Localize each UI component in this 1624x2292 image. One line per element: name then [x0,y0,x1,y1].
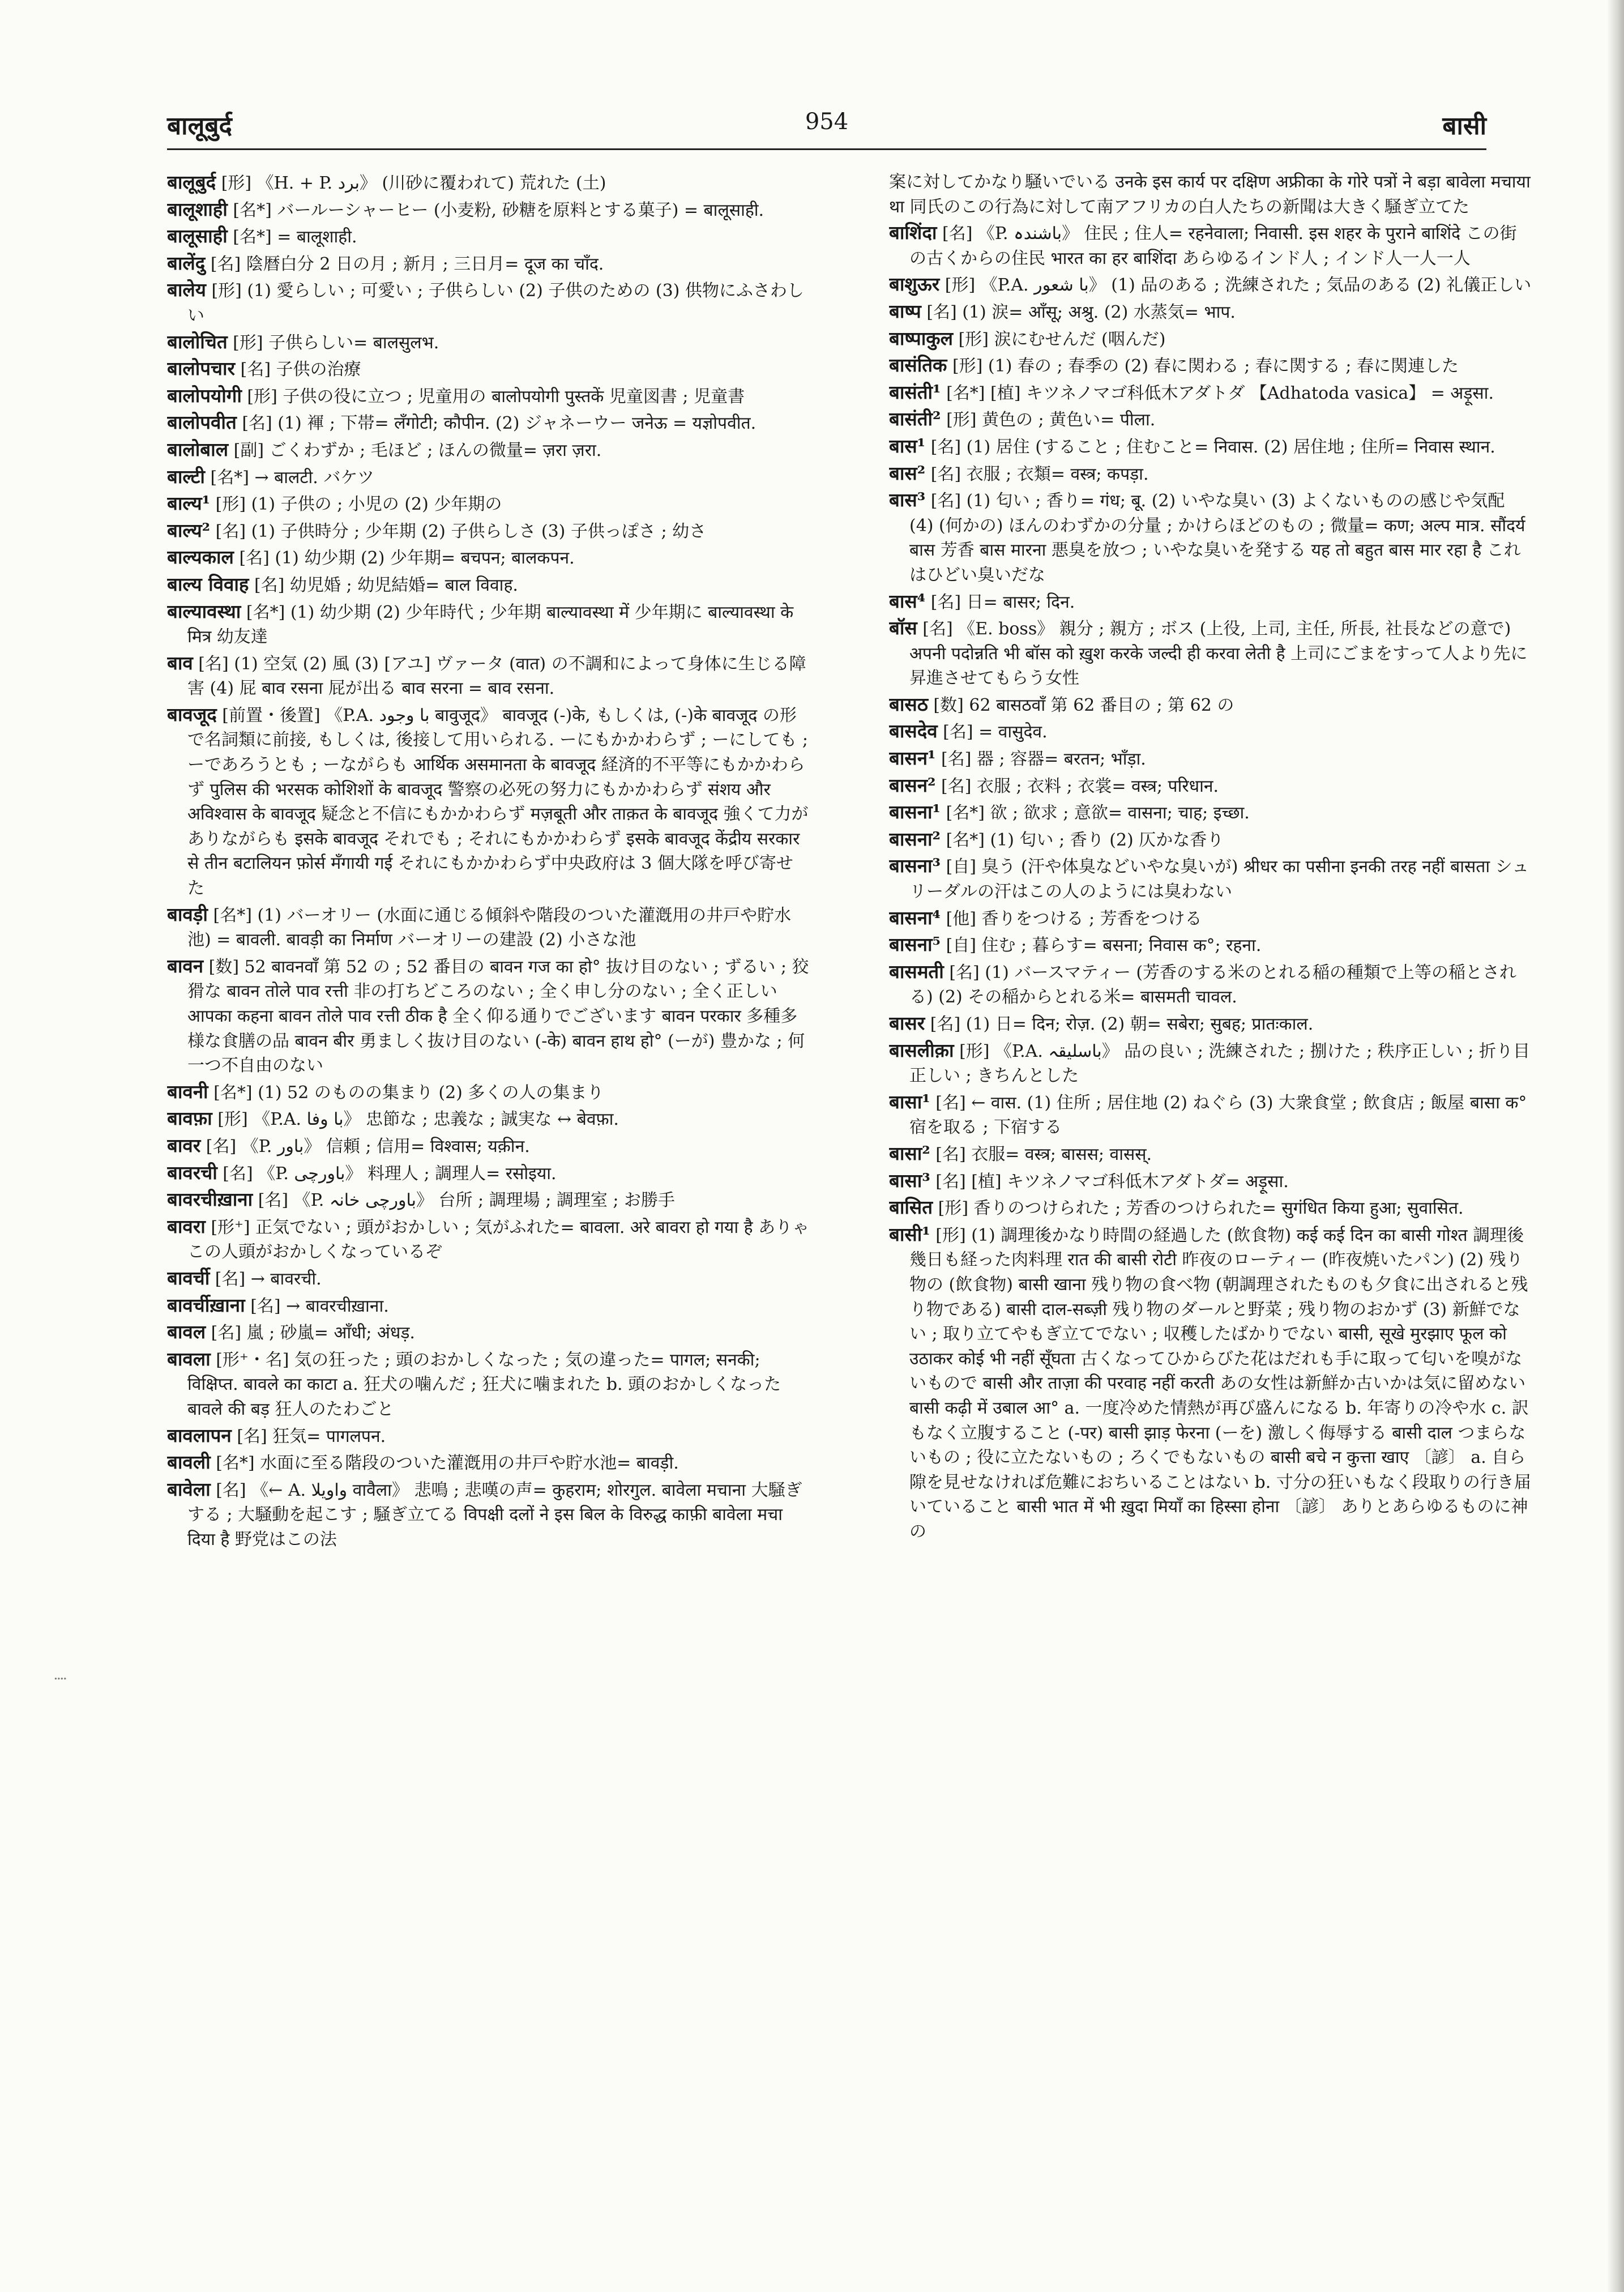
entry-headword: बावरा [167,1215,206,1237]
entry-definition: [名] 衣服= वस्त्र; बासस; वासस्. [935,1144,1152,1164]
dictionary-entry [889,170,1532,219]
entry-definition: [名] = वासुदेव. [943,722,1048,742]
dictionary-entry [889,616,1532,691]
dictionary-entry [167,437,810,463]
entry-definition: [名] 《← A. واویلا वावैला》 悲鳴 ; 悲嘆の声= कुहराम; शोरगुल. बावेला मचाना 大騒ぎする ; 大騒動を起こす ; 騒ぎ立てる विपक्षी दलों ने इस बिल के विरुद्ध काफ़ी बावेला मचा दिया है 野党はこの法 [187,1480,802,1550]
dictionary-entry [167,1423,810,1449]
dictionary-entry [167,224,810,250]
dictionary-entry [167,1187,810,1213]
dictionary-entry [167,410,810,436]
entry-definition: [形] (1) 愛らしい ; 可愛い ; 子供らしい (2) 子供のための (3) 供物にふさわしい [187,281,804,326]
entry-headword: बासन¹ [889,747,936,770]
dictionary-entry [889,1090,1532,1140]
entry-definition: [形] (1) 春の ; 春季の (2) 春に関わる ; 春に関する ; 春に関連した [952,356,1459,377]
page-number: 954 [805,109,849,135]
entry-headword: बालोपयोगी [167,384,242,407]
dictionary-entry [889,827,1532,853]
entry-definition: [名] (1) 日= दिन; रोज़. (2) 朝= सबेरा; सुबह; प्रातःकाल. [930,1014,1314,1034]
running-head-first-word: बालूबुर्द [167,112,232,140]
entry-definition: [名] (1) バースマティー (芳香のする米のとれる稲の種類で上等の稲とされる) (2) その稲からとれる米= बासमती चावल. [909,962,1517,1008]
entry-definition: [形⁺・名] 気の狂った ; 頭のおかしくなった ; 気の違った= पागल; सनकी; विक्षिप्त. बावले का काटा a. 狂犬の噛んだ ; 狂犬に噛まれた b. 頭のおかしくなった बावले की बड़ 狂人のたわごと [187,1350,781,1419]
entry-headword: बास² [889,462,926,484]
entry-headword: बासंती² [889,408,941,430]
entry-headword: बावफ़ा [167,1107,212,1130]
entry-headword: बाल्य¹ [167,492,211,515]
dictionary-column-right [889,170,1532,2243]
entry-headword: बासित [889,1196,933,1219]
entry-headword: बाष्पाकुल [889,327,954,349]
dictionary-entry [167,356,810,382]
entry-definition: [形] 香りのつけられた ; 芳香のつけられた= सुगंधित किया हुआ; सुवासित. [938,1198,1464,1219]
entry-headword: बासना⁵ [889,933,941,956]
dictionary-entry [167,1320,810,1346]
entry-definition: [名] 衣服 ; 衣料 ; 衣裳= वस्त्र; परिधान. [941,776,1219,796]
entry-headword: बाल्टी [167,465,205,488]
page-header [167,103,1486,150]
entry-definition: [名*] (1) 匂い ; 香り (2) 仄かな香り [946,830,1224,850]
entry-headword: बासी¹ [889,1223,930,1245]
entry-headword: बासमती [889,960,944,983]
dictionary-entry [889,906,1532,932]
dictionary-entry [167,1106,810,1132]
entry-headword: बास³ [889,489,926,511]
entry-headword: बाष्प [889,300,921,322]
entry-definition: [名] 《P. باورچی خانہ》 台所 ; 調理場 ; 調理室 ; お勝手 [258,1190,676,1211]
entry-definition: [名] 《P. باورچی》 料理人 ; 調理人= रसोइया. [223,1163,557,1184]
entry-definition: [名*] 水面に至る階段のついた灌漑用の井戸や貯水池= बावड़ी. [216,1453,679,1474]
dictionary-entry [889,1141,1532,1167]
dictionary-entry [167,1133,810,1159]
dictionary-entry [167,651,810,701]
entry-headword: बासा¹ [889,1090,930,1113]
entry-definition: [名] (1) 幼少期 (2) 少年期= बचपन; बालकपन. [239,548,575,569]
dictionary-entry [167,491,810,517]
entry-headword: बावेला [167,1478,211,1500]
dictionary-entry [889,326,1532,352]
entry-definition: [名] ← वास. (1) 住所 ; 居住地 (2) ねぐら (3) 大衆食堂 ; 飲食店 ; 飯屋 बासा क° 宿を取る ; 下宿する [909,1092,1527,1138]
entry-headword: बालेंदु [167,251,206,274]
entry-definition: [名] (1) 褌 ; 下帯= लँगोटी; कौपीन. (2) ジャネーウー जनेऊ = यज्ञोपवीत. [242,413,757,434]
entry-definition: [名] 器 ; 容器= बरतन; भाँड़ा. [941,749,1146,770]
entry-definition: [数] 62 बासठवाँ 第 62 番目の ; 第 62 の [933,695,1234,715]
entry-definition: [名] 子供の治療 [240,360,361,380]
dictionary-entry [889,299,1532,325]
dictionary-entry [889,1222,1532,1544]
dictionary-entry [167,902,810,953]
entry-headword: बालोबाल [167,438,229,460]
entry-definition: [前置・後置] 《P.A. با وجود बावुजूद》 बावजूद (-)के, もしくは, (-)के बावजूद の形で名詞類に前接, もしくは, 後接して用いられる. ーにもかかわらず ; ーにしても ; ーであろうとも ; ーながらも आर्थिक असमानता के बावजूद 経済的不平等にもかかわらず पुलिस की भरसक कोशिशों के बावजूद 警察の必死の努力にもかかわらず संशय और अविश्वास के बावजूद 疑念と不信にもかかわらず मज़बूती और ताक़त के बावजूद 強くて力がありながらも इसके बावजूद それでも ; それにもかかわらず इसके बावजूद केंद्रीय सरकार से तीन बटालियन फ़ोर्स मँगायी गई それにもかかわらず中央政府は 3 個大隊を呼び寄せた [187,705,809,899]
entry-definition: [名] 陰暦白分 2 日の月 ; 新月 ; 三日月= दूज का चाँद. [210,254,604,274]
entry-definition: [名] (1) 涙= आँसू; अश्रु. (2) 水蒸気= भाप. [926,302,1236,322]
entry-headword: बावर [167,1134,201,1156]
entry-definition: [名*] [植] キツネノマゴ科低木アダトダ 【Adhatoda vasica】 = अड़ूसा. [946,383,1494,403]
entry-headword: बावर्ची [167,1266,210,1289]
entry-definition: [名*] = बालूशाही. [233,227,357,247]
entry-headword: बावल [167,1321,206,1343]
entry-definition: [形] 子供らしい= बालसुलभ. [233,332,439,353]
entry-headword: बालोपवीत [167,411,237,434]
dictionary-column-left [167,170,810,2243]
entry-definition: [形] (1) 子供の ; 小児の (2) 少年期の [215,494,502,515]
dictionary-entry [167,1293,810,1319]
entry-headword: बालेय [167,279,206,301]
dictionary-entry [889,353,1532,379]
entry-definition: 案に対してかなり騒いでいる उनके इस कार्य पर दक्षिण अफ्रीका के गोरे पत्रों ने बड़ा बावेला मचाया था 同氏のこの行為に対して南アフリカの白人たちの新聞は大きく騒ぎ立てた [889,172,1531,217]
dictionary-entry [167,197,810,223]
dictionary-entry [167,170,810,196]
dictionary-entry [167,383,810,409]
dictionary-entry [167,1450,810,1476]
entry-definition: [名] (1) 子供時分 ; 少年期 (2) 子供らしさ (3) 子供っぽさ ; 幼さ [215,521,707,541]
dictionary-entry [889,272,1532,298]
dictionary-entry [889,589,1532,615]
dictionary-entry [167,330,810,356]
entry-headword: बावलापन [167,1424,232,1446]
entry-definition: [名] (1) 匂い ; 香り= गंध; बू. (2) いやな臭い (3) よくないものの感じや気配 (4) (何かの) ほんのわずかの分量 ; かけらほどのもの ; 微量= कण; अल्प मात्र. सौंदर्य बास 芳香 बास मारना 悪臭を放つ ; いやな臭いを発する यह तो बहुत बास मार रहा है これはひどい臭いだな [909,491,1525,585]
entry-headword: बासंतिक [889,354,947,377]
entry-definition: [名*] (1) 52 のものの集まり (2) 多くの人の集まり [213,1082,604,1103]
dictionary-entry [889,434,1532,460]
entry-headword: बालूबुर्द [167,171,216,193]
entry-definition: [名] 衣服 ; 衣類= वस्त्र; कपड़ा. [930,464,1149,484]
dictionary-entry [889,220,1532,271]
entry-headword: बॉस [889,617,917,639]
dictionary-entry [889,461,1532,487]
entry-definition: [形] (1) 調理後かなり時間の経過した (飲食物) कई कई दिन का बासी गोश्त 調理後幾日も経った肉料理 रात की बासी रोटी 昨夜のローティー (昨夜焼いたパン) (2) 残り物の (飲食物) बासी खाना 残り物の食べ物 (朝調理されたものも夕食に出されると残り物である) बासी दाल-सब्ज़ी 残り物のダールと野菜 ; 残り物のおかず (3) 新鮮でない ; 取り立てやもぎ立てでない ; 収穫したばかりでない बासी, सूखे मुरझाए फूल को उठाकर कोई भी नहीं सूँघता 古くなってひからびた花はだれも手に取って匂いを嗅がないもので बासी और ताज़ा की परवाह नहीं करती あの女性は新鮮か古いかは気に留めない बासी कढ़ी में उबाल आ° a. 一度冷めた情熱が再び盛んになる b. 年寄りの冷や水 c. 訳もなく立腹すること (-पर) बासी झाड़ फेरना (ーを) 激しく侮辱する बासी दाल つまらないもの ; 役に立たないもの ; ろくでもないもの बासी बचे न कुत्ता खाए 〔諺〕 a. 自ら隙を見せなければ危難におちいることはない b. 寸分の狂いもなく段取りの行き届いていること बासी भात में भी ख़ुदा मियाँ का हिस्सा होना 〔諺〕 ありとあらゆるものに神の [909,1225,1531,1542]
entry-definition: [副] ごくわずか ; 毛ほど ; ほんの微量= ज़रा ज़रा. [233,440,602,460]
dictionary-entry [167,1477,810,1552]
entry-headword: बासलीक़ा [889,1039,954,1061]
entry-definition: [名] 《P. باور》 信頼 ; 信用= विश्वास; यक़ीन. [206,1136,530,1156]
entry-definition: [名] 《P. باشندہ》 住民 ; 住人= रहनेवाला; निवासी. इस शहर के पुराने बाशिंदे この街の古くからの住民 भारत का हर बाशिंदा あらゆるインド人 ; インド人一人一人 [909,224,1517,268]
entry-definition: [名] 嵐 ; 砂嵐= आँधी; अंधड़. [211,1323,415,1343]
entry-headword: बासना¹ [889,801,941,823]
entry-headword: बावली [167,1451,211,1474]
entry-definition: [名] 《E. boss》 親分 ; 親方 ; ボス (上役, 上司, 主任, 所長, 社長などの意で) अपनी पदोन्नति भी बॉस को ख़ुश करके जल्दी ही करवा लेती है 上司にごまをすって人より先に昇進させてもらう女性 [909,619,1528,689]
entry-headword: बाल्यकाल [167,546,234,569]
entry-headword: बासा³ [889,1169,930,1192]
dictionary-entry [889,1195,1532,1221]
entry-definition: [形] 涙にむせんだ (咽んだ) [958,329,1166,349]
entry-headword: बाल्य विवाह [167,573,249,595]
entry-definition: [形] 《H. + P. برد》 (川砂に覆われて) 荒れた (土) [221,173,606,193]
entry-definition: [形] 黄色の ; 黄色い= पीला. [946,410,1156,430]
entry-headword: बावड़ी [167,903,208,925]
dictionary-entry [889,380,1532,406]
entry-headword: बावर्चीख़ाना [167,1294,245,1316]
running-head-last-word: बासी [1442,112,1486,140]
entry-headword: बावला [167,1347,211,1370]
entry-headword: बावन [167,954,204,977]
dictionary-entry [889,853,1532,904]
entry-headword: बालूसाही [167,225,228,247]
entry-headword: बासना² [889,827,941,850]
entry-definition: [名] [植] キツネノマゴ科低木アダトダ= अड़ूसा. [935,1171,1289,1192]
entry-headword: बाव [167,651,193,674]
dictionary-entry [167,518,810,544]
entry-definition: [形] 《P.A. با وفا》 忠節な ; 忠義な ; 誠実な ↔ बेवफ़ा. [217,1109,619,1130]
entry-headword: बावरची [167,1161,217,1184]
entry-definition: [数] 52 बावनवाँ 第 52 の ; 52 番目の बावन गज का हो° 抜け目のない ; ずるい ; 狡猾な बावन तोले पाव रत्ती 非の打ちどころのない ; 全く申し分のない ; 全く正しい आपका कहना बावन तोले पाव रत्ती ठीक है 全く仰る通りでございます बावन परकार 多種多様な食膳の品 बावन बीर 勇ましく抜け目のない (-के) बावन हाथ हो° (ーが) 豊かな ; 何一つ不自由のない [187,957,809,1076]
dictionary-entry [889,1011,1532,1037]
entry-definition: [名] → बावरचीख़ाना. [250,1296,389,1316]
entry-headword: बालोचित [167,330,228,353]
entry-definition: [名] (1) 空気 (2) 風 (3) [アユ] ヴァータ (वात) の不調和によって身体に生じる障害 (4) 屁 बाव रसना 屁が出る बाव सरना = बाव रसना. [187,654,806,699]
entry-headword: बासदेव [889,720,938,742]
dictionary-entry [889,800,1532,826]
entry-headword: बासा² [889,1142,930,1164]
dictionary-entry [889,746,1532,772]
dictionary-entry [167,1347,810,1422]
dictionary-entry [167,1266,810,1292]
entry-definition: [他] 香りをつける ; 芳香をつける [946,908,1202,929]
entry-definition: [名*] (1) バーオリー (水面に通じる傾斜や階段のついた灌漑用の井戸や貯水池) = बावली. बावड़ी का निर्माण バーオリーの建設 (2) 小さな池 [187,905,792,950]
entry-definition: [自] 臭う (汗や体臭などいやな臭いが) श्रीधर का पसीना इनकी तरह नहीं बासता シュリーダルの汗はこの人のようには臭わない [909,857,1529,902]
dictionary-entry [167,954,810,1078]
dictionary-entry [889,1168,1532,1194]
entry-definition: [名*] → बालटी. バケツ [210,467,375,488]
dictionary-entry [167,599,810,650]
dictionary-entry [889,1038,1532,1089]
entry-definition: [形⁺] 正気でない ; 頭がおかしい ; 気がふれた= बावला. अरे बावरा हो गया है ありゃこの人頭がおかしくなっているぞ [187,1217,810,1262]
dictionary-entry [889,719,1532,745]
dictionary-entry [889,407,1532,433]
dictionary-entry [167,572,810,598]
dictionary-entry [889,932,1532,958]
entry-headword: बालोपचार [167,357,236,380]
entry-headword: बाशिंदा [889,221,937,244]
entry-headword: बाशुऊर [889,273,940,296]
dictionary-entry [889,773,1532,799]
dictionary-entry [167,278,810,328]
entry-definition: [形] 子供の役に立つ ; 児童用の बालोपयोगी पुस्तकें 児童図書 ; 児童書 [247,386,745,407]
entry-headword: बासना³ [889,855,941,877]
dictionary-entry [167,1214,810,1265]
entry-headword: बासंती¹ [889,381,941,403]
dictionary-entry [167,464,810,490]
entry-headword: बालूशाही [167,198,228,220]
entry-headword: बावनी [167,1080,208,1103]
entry-headword: बासठ [889,693,928,715]
dictionary-entry [889,959,1532,1010]
page-edge-shadow [1607,0,1624,2292]
entry-headword: बास¹ [889,434,926,457]
entry-definition: [名*] (1) 幼少期 (2) 少年時代 ; 少年期 बाल्यावस्था में 少年期に बाल्यावस्था के मित्र 幼友達 [187,602,794,647]
entry-definition: [名] 日= बासर; दिन. [930,592,1075,612]
entry-headword: बासन² [889,774,936,796]
dictionary-entry [167,1079,810,1106]
entry-definition: [名*] 欲 ; 欲求 ; 意欲= वासना; चाह; इच्छा. [946,803,1250,823]
entry-definition: [名] 狂気= पागलपन. [237,1426,386,1446]
entry-definition: [名*] バールーシャーヒー (小麦粉, 砂糖を原料とする菓子) = बालूसाही. [233,200,764,220]
entry-headword: बाल्य² [167,519,211,541]
dictionary-entry [167,702,810,901]
dictionary-entry [167,251,810,277]
entry-headword: बासना⁴ [889,906,941,929]
entry-headword: बासर [889,1012,925,1034]
dictionary-entry [889,692,1532,718]
entry-definition: [形] 《P.A. باسلیقہ》 品の良い ; 洗練された ; 捌けた ; 秩序正しい ; 折り目正しい ; きちんとした [909,1041,1531,1086]
entry-definition: [自] 住む ; 暮らす= बसना; निवास क°; रहना. [946,936,1262,956]
entry-headword: बास⁴ [889,590,926,612]
entry-definition: [形] 《P.A. با شعور》 (1) 品のある ; 洗練された ; 気品のある (2) 礼儀正しい [945,275,1532,296]
margin-mark: ⁞ [51,1676,70,1681]
dictionary-entry [889,488,1532,587]
entry-headword: बावजूद [167,703,217,725]
dictionary-entry [167,1160,810,1186]
entry-headword: बावरचीख़ाना [167,1188,253,1211]
entry-definition: [名] (1) 居住 (すること ; 住むこと= निवास. (2) 居住地 ; 住所= निवास स्थान. [930,437,1495,457]
dictionary-entry [167,545,810,571]
entry-headword: बाल्यावस्था [167,600,241,622]
entry-definition: [名] 幼児婚 ; 幼児結婚= बाल विवाह. [254,575,518,595]
entry-definition: [名] → बावरची. [215,1269,322,1289]
